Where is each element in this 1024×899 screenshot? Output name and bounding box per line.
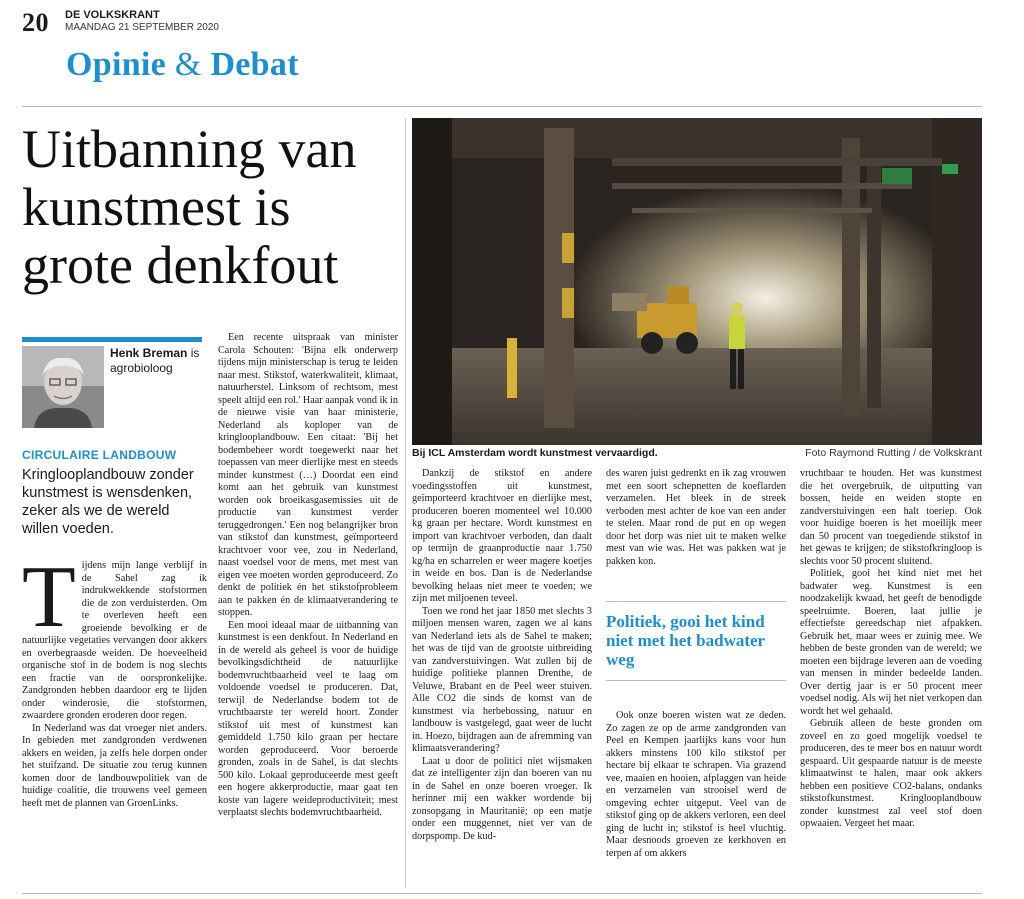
photo-caption: Bij ICL Amsterdam wordt kunstmest vervaardigd. — [412, 447, 658, 459]
body-paragraph: Toen we rond het jaar 1850 met slechts 3 miljoen mensen waren, zagen we al kans van Nederland iets als de Sahel te maken; het was de tijd van de grootste uitbreiding van zandverstuivingen. Wat zullen bij de huidige politieke plannen Drenthe, de Veluwe, Brabant en de Peel weer stuiven. Alle CO2 die sinds de komst van de kunstmest via herbebossing, natuur en landbouw is vastgelegd, gaat weer de lucht in. Hoezo, bijdragen aan de afremming van klimaatsverandering? — [412, 605, 592, 754]
body-paragraph: ijdens mijn lange verblijf in de Sahel zag ik indrukwekkende stofstormen die de zon verduisterden. Om te overleven heeft een groeiende bevolking er de natuurlijke vegetaties vervangen door akkers en overbegraasde weiden. De hoeveelheid organische stof in de bodem is nog slechts een fractie van de oorspronkelijke. Zandgronden hebben daardoor erg te lijden onder winderosie, die stofstormen, zwaardere gronden eroderen door regen. — [22, 560, 207, 721]
article-kicker: CIRCULAIRE LANDBOUW — [22, 448, 177, 462]
subhead-rule-bottom — [606, 680, 786, 681]
article-subheading: Politiek, gooi het kind niet met het badwater weg — [606, 612, 765, 669]
exit-sign-icon — [882, 168, 912, 184]
body-paragraph: Een mooi ideaal maar de uitbanning van kunstmest is een denkfout. In Nederland en in de wereld als geheel is voor de huidige bevolkingsdichtheid de natuurlijke bodemvruchtbaarheid veel te laag om voldoende voedsel te produceren. Dat, terwijl de Nederlandse bodem tot de vruchtbaarste ter wereld hoort. Zonder stikstof uit mest of kunstmest kan gemiddeld 1.750 kilo graan per hectare worden geproduceerd. Voor beroerde gronden, zoals in de Sahel, is dat slechts 500 kilo. Lokaal geproduceerde mest geeft een hogere akkerproductie, maar gaat ten koste van lagere weideproductiviteit; mest verplaatst slechts bodemvruchtbaarheid. — [218, 619, 398, 818]
article-column-4 — [606, 468, 786, 568]
body-paragraph: Gebruik alleen de beste gronden om zoveel en zo goed mogelijk voedsel te produceren, des te meer bos en natuur wordt gespaard. Uit gespaarde natuur is de meeste klimaatwinst te halen, maar ook akkers hebben een positieve CO2-balans, ondanks stikstofkunstmest. Kringlooplandbouw zonder kunstmest zal veel stof doen opwaaien. Vergeet het maar. — [800, 718, 982, 829]
body-paragraph: Laat u door de politici niet wijsmaken dat ze intelligenter zijn dan boeren van nu in de Sahel en onze boeren vroeger. Ik herinner mij een wakker wordende bij zonsopgang in Mauritanië; op een matje onder een muggennet, niet ver van de dorpspomp. De kud- — [412, 755, 592, 842]
body-paragraph: Dankzij de stikstof en andere voedingsstoffen uit kunstmest, geïmporteerd krachtvoer en dierlijke mest, produceren boeren momenteel wel 10.000 kg graan per hectare. Wordt kunstmest en import van krachtvoer verboden, dan daalt op termijn de graanproductie naar 1.750 kg/ha en scharrelen er weer magere koetjes in weide en bos. Dan is de Nederlandse bevolking helaas niet meer te voeden; we zijn met miljoenen teveel. — [412, 468, 592, 604]
article-headline: Uitbanning van kunstmest is grote denkfout — [22, 119, 357, 295]
article-column-1 — [22, 549, 207, 810]
section-title-ampersand: & — [174, 46, 202, 83]
section-title-debat: Debat — [210, 46, 299, 83]
article-column-5 — [800, 468, 982, 831]
body-paragraph: vruchtbaar te houden. Het was kunstmest die het overgebruik, de uitputting van bossen, heide en weiden stopte en zandverstuivingen een halt toeriep. Ook voor huidige boeren is het moeilijk meer dan 50 procent van toegediende stikstof in het gewas te krijgen; de stikstofkringloop is slechts voor 50 procent sluitend. — [800, 468, 982, 567]
article-photo — [412, 118, 982, 445]
newspaper-name: DE VOLKSKRANT — [65, 9, 160, 21]
author-name: Henk Breman — [110, 346, 188, 360]
body-paragraph: In Nederland was dat vroeger niet anders. In gebieden met zandgronden verdwenen akkers en weiden, ja zelfs hele dorpen onder het stuifzand. De situatie zou terug kunnen komen door de landbouwpolitiek van de huidige coalitie, die trouwens veel gemeen heeft met de plannen van GroenLinks. — [22, 722, 207, 809]
page-number: 20 — [22, 8, 49, 37]
drop-cap: T — [22, 549, 76, 646]
section-title-opinie: Opinie — [66, 46, 167, 83]
body-paragraph: Ook onze boeren wisten wat ze deden. Zo zagen ze op de arme zandgronden van Peel en Kempen jaarlijks kans voor hun akkers minstens 100 kilo stikstof per hectare bij elkaar te schrapen. Via grazend vee, maaien en hooien, afplaggen van heide en verzamelen van strooisel werd de omgeving echter uitgeput. Veel van de stikstof ging op de akkers verloren, een deel ging de lucht in; stikstof is heel vluchtig. Maar desnoods groeven ze kerkhoven en terpen af om akkers — [606, 710, 786, 859]
article-column-2 — [218, 332, 398, 820]
photo-credit: Foto Raymond Rutting / de Volkskrant — [805, 447, 982, 459]
author-role: is agrobioloog — [110, 346, 200, 375]
section-title — [66, 46, 299, 84]
issue-date: MAANDAG 21 SEPTEMBER 2020 — [65, 22, 219, 33]
bottom-divider — [22, 893, 982, 894]
body-paragraph: Politiek, gooi het kind niet met het badwater weg. Kunstmest is een noodzakelijk kwaad, het geeft de benodigde speelruimte. Boeren, laat jullie je effectiefste gereedschap niet afpakken. Gebruik het, maar wees er zuinig mee. We hebben de beste gronden van de wereld; we moeten een bijdrage leveren aan de voeding van mensen in minder bedeelde landen. Over dertig jaar is er 50 procent meer voedsel nodig. Als wij het niet verkopen dan wordt het wel gehaald. — [800, 568, 982, 717]
subhead-rule-top — [606, 601, 786, 602]
column-divider — [405, 118, 406, 888]
author-line — [110, 346, 205, 376]
body-paragraph: Een recente uitspraak van minister Carola Schouten: 'Bijna elk onderwerp tijdens mijn ministerschap is terug te leiden naar mest. Stikstof, waterkwaliteit, klimaat, natuurherstel. Linksom of rechtsom, mest speelt altijd een rol.' Haar aanpak vond ik in de nieuwe visie van haar ministerie, Nederland als koploper van de kringlooplandbouw. Een citaat: 'Bij het bodembeheer wordt toegewerkt naar het toepassen van meer dierlijke mest en steeds minder kunstmest (…) Doordat een eind komt aan het gebruik van kunstmest worden ook broeikasgasemissies uit de productie van kunstmest verder teruggedrongen.' Een nog belangrijker bron van stikstof dan kunstmest, geïmporteerd krachtvoer voor vee, zou in Nederland, naast voedsel voor de mens, met mest van eigen vee moeten worden geproduceerd. Zo denkt de politiek én het stikstofprobleem aan te pakken én de klimaatverandering te stoppen. — [218, 332, 398, 618]
top-divider — [22, 106, 982, 107]
article-intro: Kringlooplandbouw zonder kunstmest is wensdenken, zeker als we de wereld willen voeden. — [22, 467, 194, 537]
article-column-4-continued — [606, 710, 786, 860]
article-column-3 — [412, 468, 592, 843]
author-accent-bar — [22, 337, 202, 342]
body-paragraph: des waren juist gedrenkt en ik zag vrouwen met een soort schepnetten de koeflarden verzamelen. Het bleek in de streek verboden mest achter de koe van een ander te stelen. Maar rond de put en op wegen door het dorp was niet uit te maken welke mest van wie was. Het was pakken wat je pakken kon. — [606, 468, 786, 567]
author-portrait — [22, 346, 104, 428]
